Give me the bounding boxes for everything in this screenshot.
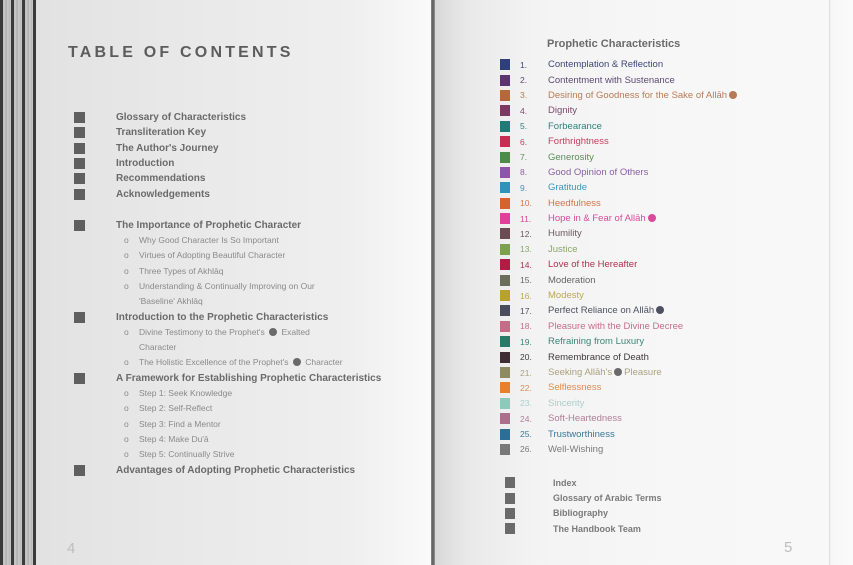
toc-subitem[interactable]: o Step 5: Continually Strive <box>124 447 381 462</box>
item-label: Generosity <box>548 151 594 163</box>
item-number: 24. <box>520 413 532 424</box>
toc-subitem[interactable]: o Step 4: Make Du'ā <box>124 432 381 447</box>
bullet-square-icon <box>74 189 85 200</box>
bullet-circle-icon: o <box>124 449 129 460</box>
item-number: 3. <box>520 90 528 101</box>
color-square-icon <box>500 275 510 286</box>
characteristic-item[interactable] <box>500 303 739 318</box>
characteristic-item[interactable] <box>500 349 739 364</box>
toc-item-authors-journey[interactable]: The Author's Journey <box>74 141 381 156</box>
characteristic-item[interactable] <box>500 426 739 441</box>
item-number: 8. <box>520 167 528 178</box>
bullet-square-icon <box>74 220 85 231</box>
toc-item-handbook-team[interactable]: The Handbook Team <box>505 521 662 536</box>
toc-section-introduction-characteristics[interactable]: Introduction to the Prophetic Characteristics <box>74 310 381 325</box>
item-number: 14. <box>520 259 532 270</box>
bullet-square-icon <box>74 173 85 184</box>
characteristic-item[interactable] <box>500 365 739 380</box>
toc-item-transliteration[interactable]: Transliteration Key <box>74 125 381 140</box>
toc-item-glossary-arabic[interactable]: Glossary of Arabic Terms <box>505 490 662 505</box>
item-number: 9. <box>520 182 528 193</box>
page-number-left: 4 <box>67 540 76 557</box>
color-square-icon <box>500 105 510 116</box>
toc-item-recommendations[interactable]: Recommendations <box>74 171 381 186</box>
item-number: 17. <box>520 305 532 316</box>
bullet-square-icon <box>74 143 85 154</box>
color-square-icon <box>500 413 510 424</box>
page-number-right: 5 <box>784 539 793 556</box>
characteristic-item[interactable] <box>500 180 739 195</box>
toc-subitem[interactable]: o Understanding & Continually Improving on Our 'Baseline' Akhlāq <box>124 280 315 307</box>
honorific-icon <box>656 306 664 314</box>
color-square-icon <box>500 336 510 347</box>
honorific-icon <box>648 214 656 222</box>
bullet-square-icon <box>74 112 85 123</box>
bullet-circle-icon: o <box>124 357 129 368</box>
bullet-circle-icon: o <box>124 388 129 399</box>
characteristic-item[interactable] <box>500 149 739 164</box>
color-square-icon <box>500 136 510 147</box>
characteristic-item[interactable] <box>500 57 739 72</box>
bullet-square-icon <box>505 477 515 488</box>
color-square-icon <box>500 213 510 224</box>
item-number: 13. <box>520 244 532 255</box>
toc-item-glossary[interactable]: Glossary of Characteristics <box>74 110 381 125</box>
item-number: 4. <box>520 105 528 116</box>
item-label: Desiring of Goodness for the Sake of Allāh <box>548 90 739 101</box>
toc-item-acknowledgements[interactable]: Acknowledgements <box>74 186 381 201</box>
item-number: 6. <box>520 136 528 147</box>
toc-subitem[interactable]: o Step 3: Find a Mentor <box>124 417 381 432</box>
left-page-edges <box>0 0 36 565</box>
item-label: Sincerity <box>548 397 585 409</box>
item-number: 16. <box>520 290 532 301</box>
color-square-icon <box>500 244 510 255</box>
back-matter-list <box>505 475 662 537</box>
bullet-square-icon <box>74 158 85 169</box>
item-label: Seeking Allāh's Pleasure <box>548 367 662 378</box>
characteristic-item[interactable] <box>500 242 739 257</box>
item-label: Trustworthiness <box>548 428 615 440</box>
toc-item-index[interactable]: Index <box>505 475 662 490</box>
bullet-circle-icon: o <box>124 265 129 276</box>
toc-subitem[interactable]: o Why Good Character Is So Important <box>124 233 381 248</box>
item-label: Remembrance of Death <box>548 351 649 363</box>
item-label: Forthrightness <box>548 136 609 148</box>
toc-section-importance[interactable]: The Importance of Prophetic Character <box>74 218 381 233</box>
color-square-icon <box>500 121 510 132</box>
bullet-square-icon <box>505 508 515 519</box>
item-label: Moderation <box>548 274 596 286</box>
bullet-circle-icon: o <box>124 326 129 337</box>
item-number: 23. <box>520 398 532 409</box>
item-number: 25. <box>520 429 532 440</box>
item-number: 1. <box>520 59 528 70</box>
toc-list <box>74 110 381 478</box>
bullet-circle-icon: o <box>124 250 129 261</box>
honorific-icon <box>614 368 622 376</box>
toc-subitem[interactable]: o The Holistic Excellence of the Prophet's Character <box>124 355 381 370</box>
color-square-icon <box>500 75 510 86</box>
color-square-icon <box>500 290 510 301</box>
honorific-icon <box>729 91 737 99</box>
item-label: Forbearance <box>548 120 602 132</box>
toc-section-advantages[interactable]: Advantages of Adopting Prophetic Characteristics <box>74 463 381 478</box>
characteristic-item[interactable] <box>500 442 739 457</box>
item-number: 11. <box>520 213 532 224</box>
color-square-icon <box>500 59 510 70</box>
toc-subitem[interactable]: o Virtues of Adopting Beautiful Character <box>124 248 381 263</box>
characteristic-item[interactable] <box>500 72 739 87</box>
color-square-icon <box>500 182 510 193</box>
color-square-icon <box>500 90 510 101</box>
item-number: 20. <box>520 352 532 363</box>
item-number: 5. <box>520 121 528 132</box>
color-square-icon <box>500 352 510 363</box>
item-label: Well-Wishing <box>548 443 604 455</box>
item-label: Pleasure with the Divine Decree <box>548 320 684 332</box>
color-square-icon <box>500 198 510 209</box>
item-label: Hope in & Fear of Allāh <box>548 213 658 224</box>
item-label: Gratitude <box>548 182 588 194</box>
item-label: Dignity <box>548 105 578 117</box>
item-number: 2. <box>520 75 528 86</box>
characteristic-item[interactable] <box>500 319 739 334</box>
color-square-icon <box>500 444 510 455</box>
item-label: Soft-Heartedness <box>548 413 622 425</box>
honorific-icon <box>293 358 301 366</box>
bullet-square-icon <box>74 127 85 138</box>
toc-section-framework[interactable]: A Framework for Establishing Prophetic Characteristics <box>74 371 381 386</box>
bullet-circle-icon: o <box>124 235 129 246</box>
item-label: Modesty <box>548 290 584 302</box>
bullet-square-icon <box>74 465 85 476</box>
honorific-icon <box>269 328 277 336</box>
item-label: Good Opinion of Others <box>548 166 649 178</box>
section-heading: Prophetic Characteristics <box>547 38 681 50</box>
item-number: 10. <box>520 198 532 209</box>
color-square-icon <box>500 228 510 239</box>
characteristic-item[interactable] <box>500 165 739 180</box>
characteristic-item[interactable] <box>500 226 739 241</box>
item-label: Justice <box>548 243 578 255</box>
toc-subitem[interactable]: o Step 2: Self-Reflect <box>124 401 381 416</box>
color-square-icon <box>500 321 510 332</box>
color-square-icon <box>500 398 510 409</box>
characteristic-item[interactable] <box>500 288 739 303</box>
bullet-square-icon <box>505 523 515 534</box>
color-square-icon <box>500 167 510 178</box>
page-title: TABLE OF CONTENTS <box>68 44 294 61</box>
item-number: 21. <box>520 367 532 378</box>
toc-subitem[interactable]: o Step 1: Seek Knowledge <box>124 386 381 401</box>
item-number: 12. <box>520 228 532 239</box>
item-number: 19. <box>520 336 532 347</box>
color-square-icon <box>500 259 510 270</box>
color-square-icon <box>500 382 510 393</box>
item-label: Perfect Reliance on Allāh <box>548 305 666 316</box>
item-number: 18. <box>520 321 532 332</box>
bullet-circle-icon: o <box>124 280 129 291</box>
item-number: 7. <box>520 152 528 163</box>
toc-subitem[interactable]: o Three Types of Akhlāq <box>124 264 381 279</box>
bullet-square-icon <box>74 312 85 323</box>
item-label: Humility <box>548 228 582 240</box>
characteristic-item[interactable] <box>500 396 739 411</box>
characteristics-list <box>500 57 739 457</box>
toc-subitem[interactable]: o Divine Testimony to the Prophet's Exalted Character <box>124 326 310 353</box>
toc-item-introduction[interactable]: Introduction <box>74 156 381 171</box>
characteristic-item[interactable] <box>500 103 739 118</box>
characteristic-item[interactable] <box>500 196 739 211</box>
item-label: Heedfulness <box>548 197 601 209</box>
characteristic-item[interactable] <box>500 411 739 426</box>
item-number: 15. <box>520 275 532 286</box>
bullet-circle-icon: o <box>124 418 129 429</box>
bullet-square-icon <box>505 493 515 504</box>
characteristic-item[interactable] <box>500 88 739 103</box>
item-number: 22. <box>520 382 532 393</box>
color-square-icon <box>500 429 510 440</box>
item-label: Contentment with Sustenance <box>548 74 675 86</box>
characteristic-item[interactable] <box>500 211 739 226</box>
right-page-edges <box>829 0 853 565</box>
bullet-square-icon <box>74 373 85 384</box>
characteristic-item[interactable] <box>500 380 739 395</box>
item-label: Refraining from Luxury <box>548 336 645 348</box>
item-label: Selflessness <box>548 382 602 394</box>
color-square-icon <box>500 367 510 378</box>
characteristic-item[interactable] <box>500 134 739 149</box>
characteristic-item[interactable] <box>500 119 739 134</box>
item-label: Love of the Hereafter <box>548 259 638 271</box>
bullet-circle-icon: o <box>124 403 129 414</box>
color-square-icon <box>500 305 510 316</box>
characteristic-item[interactable] <box>500 257 739 272</box>
item-label: Contemplation & Reflection <box>548 59 664 71</box>
characteristic-item[interactable] <box>500 272 739 287</box>
color-square-icon <box>500 152 510 163</box>
characteristic-item[interactable] <box>500 334 739 349</box>
bullet-circle-icon: o <box>124 433 129 444</box>
item-number: 26. <box>520 444 532 455</box>
toc-item-bibliography[interactable]: Bibliography <box>505 506 662 521</box>
